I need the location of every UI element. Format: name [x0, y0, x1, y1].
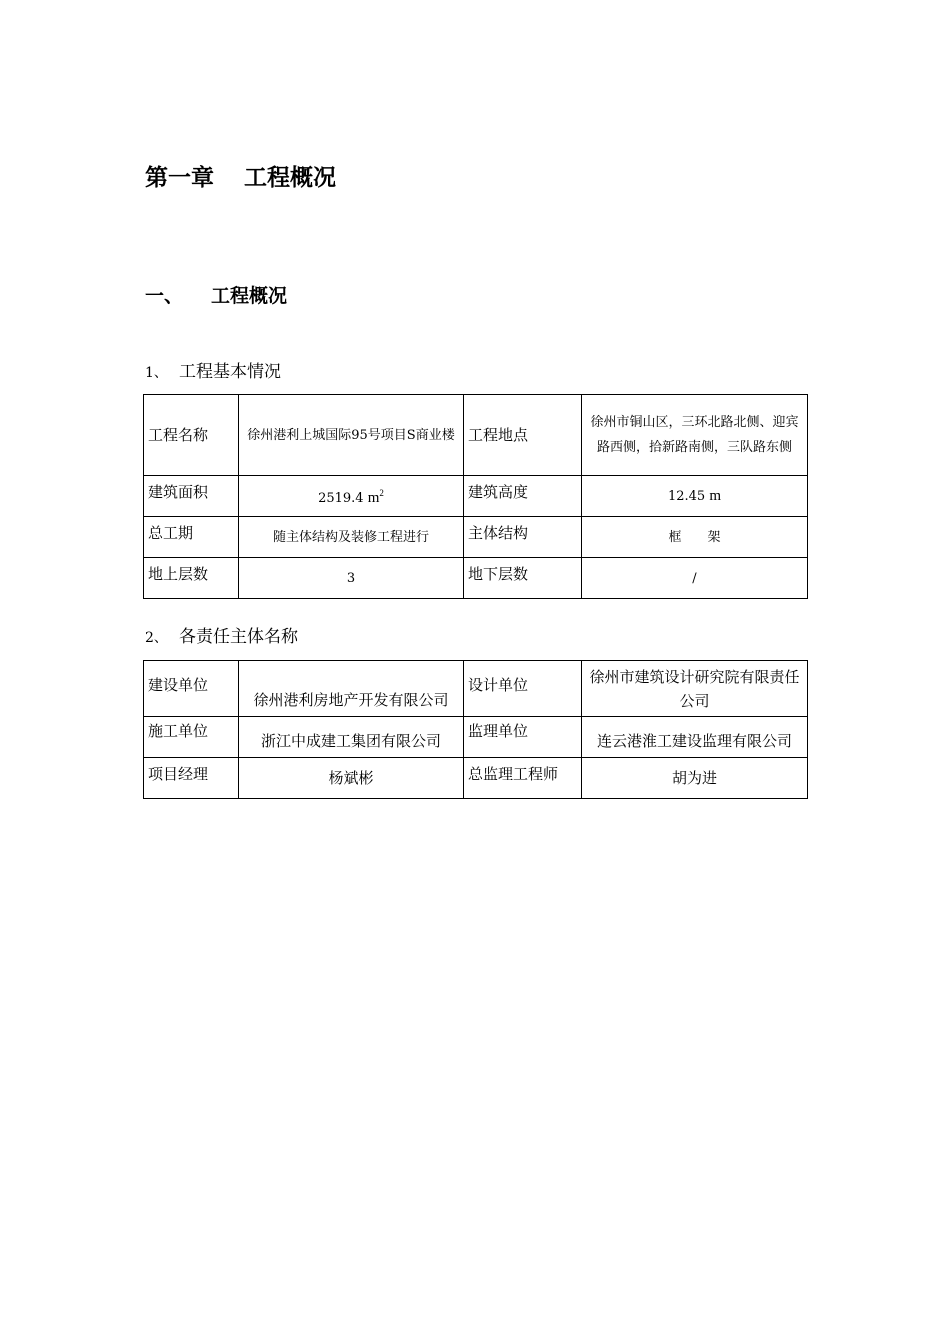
table-value: 3	[239, 558, 464, 599]
table-value: 框 架	[582, 517, 808, 558]
section-number: 一、	[145, 285, 184, 307]
table-value: 胡为进	[582, 758, 808, 799]
chapter-name: 工程概况	[244, 165, 336, 191]
table-value	[582, 476, 808, 517]
table-value: 徐州港利上城国际95号项目S商业楼	[239, 395, 464, 476]
table-value: 杨斌彬	[239, 758, 464, 799]
table-label: 项目经理	[144, 758, 239, 799]
table-row	[144, 517, 808, 558]
table-label: 设计单位	[464, 661, 582, 717]
table-label: 工程名称	[144, 395, 239, 476]
table-value: 徐州市铜山区，三环北路北侧、迎宾路西侧，拾新路南侧，三队路东侧	[582, 395, 808, 476]
table-value: 随主体结构及装修工程进行	[239, 517, 464, 558]
table-value: 浙江中成建工集团有限公司	[239, 717, 464, 758]
table-value: 徐州港利房地产开发有限公司	[239, 661, 464, 717]
section-name: 工程概况	[211, 285, 288, 307]
table-label: 主体结构	[464, 517, 582, 558]
table-label: 施工单位	[144, 717, 239, 758]
area-number: 2519.4	[318, 491, 368, 506]
table-label: 建筑面积	[144, 476, 239, 517]
table-label: 工程地点	[464, 395, 582, 476]
table-label: 监理单位	[464, 717, 582, 758]
section-title	[145, 282, 287, 310]
subsection-name: 各责任主体名称	[179, 627, 298, 647]
height-number: 12.45	[667, 488, 710, 504]
chapter-title	[145, 162, 336, 194]
table-row	[144, 476, 808, 517]
table-row	[144, 661, 808, 717]
parties-table	[143, 660, 808, 799]
subsection-name: 工程基本情况	[179, 362, 281, 382]
table-row	[144, 717, 808, 758]
table-label: 总工期	[144, 517, 239, 558]
table-label: 地下层数	[464, 558, 582, 599]
subsection-number: 2、	[145, 630, 168, 646]
table-row	[144, 558, 808, 599]
table-label: 地上层数	[144, 558, 239, 599]
height-unit: m	[709, 487, 722, 504]
basic-info-table	[143, 394, 808, 599]
table-value	[239, 476, 464, 517]
chapter-number: 第一章	[145, 165, 214, 191]
subsection-basic-info-title	[145, 359, 281, 386]
table-label: 建筑高度	[464, 476, 582, 517]
table-row	[144, 395, 808, 476]
table-label: 总监理工程师	[464, 758, 582, 799]
table-value: /	[582, 558, 808, 599]
table-value: 连云港淮工建设监理有限公司	[582, 717, 808, 758]
table-row	[144, 758, 808, 799]
subsection-number: 1、	[145, 365, 168, 381]
table-value: 徐州市建筑设计研究院有限责任公司	[582, 661, 808, 717]
subsection-parties-title	[145, 624, 298, 651]
area-unit: $m^2$	[367, 488, 384, 506]
table-label: 建设单位	[144, 661, 239, 717]
